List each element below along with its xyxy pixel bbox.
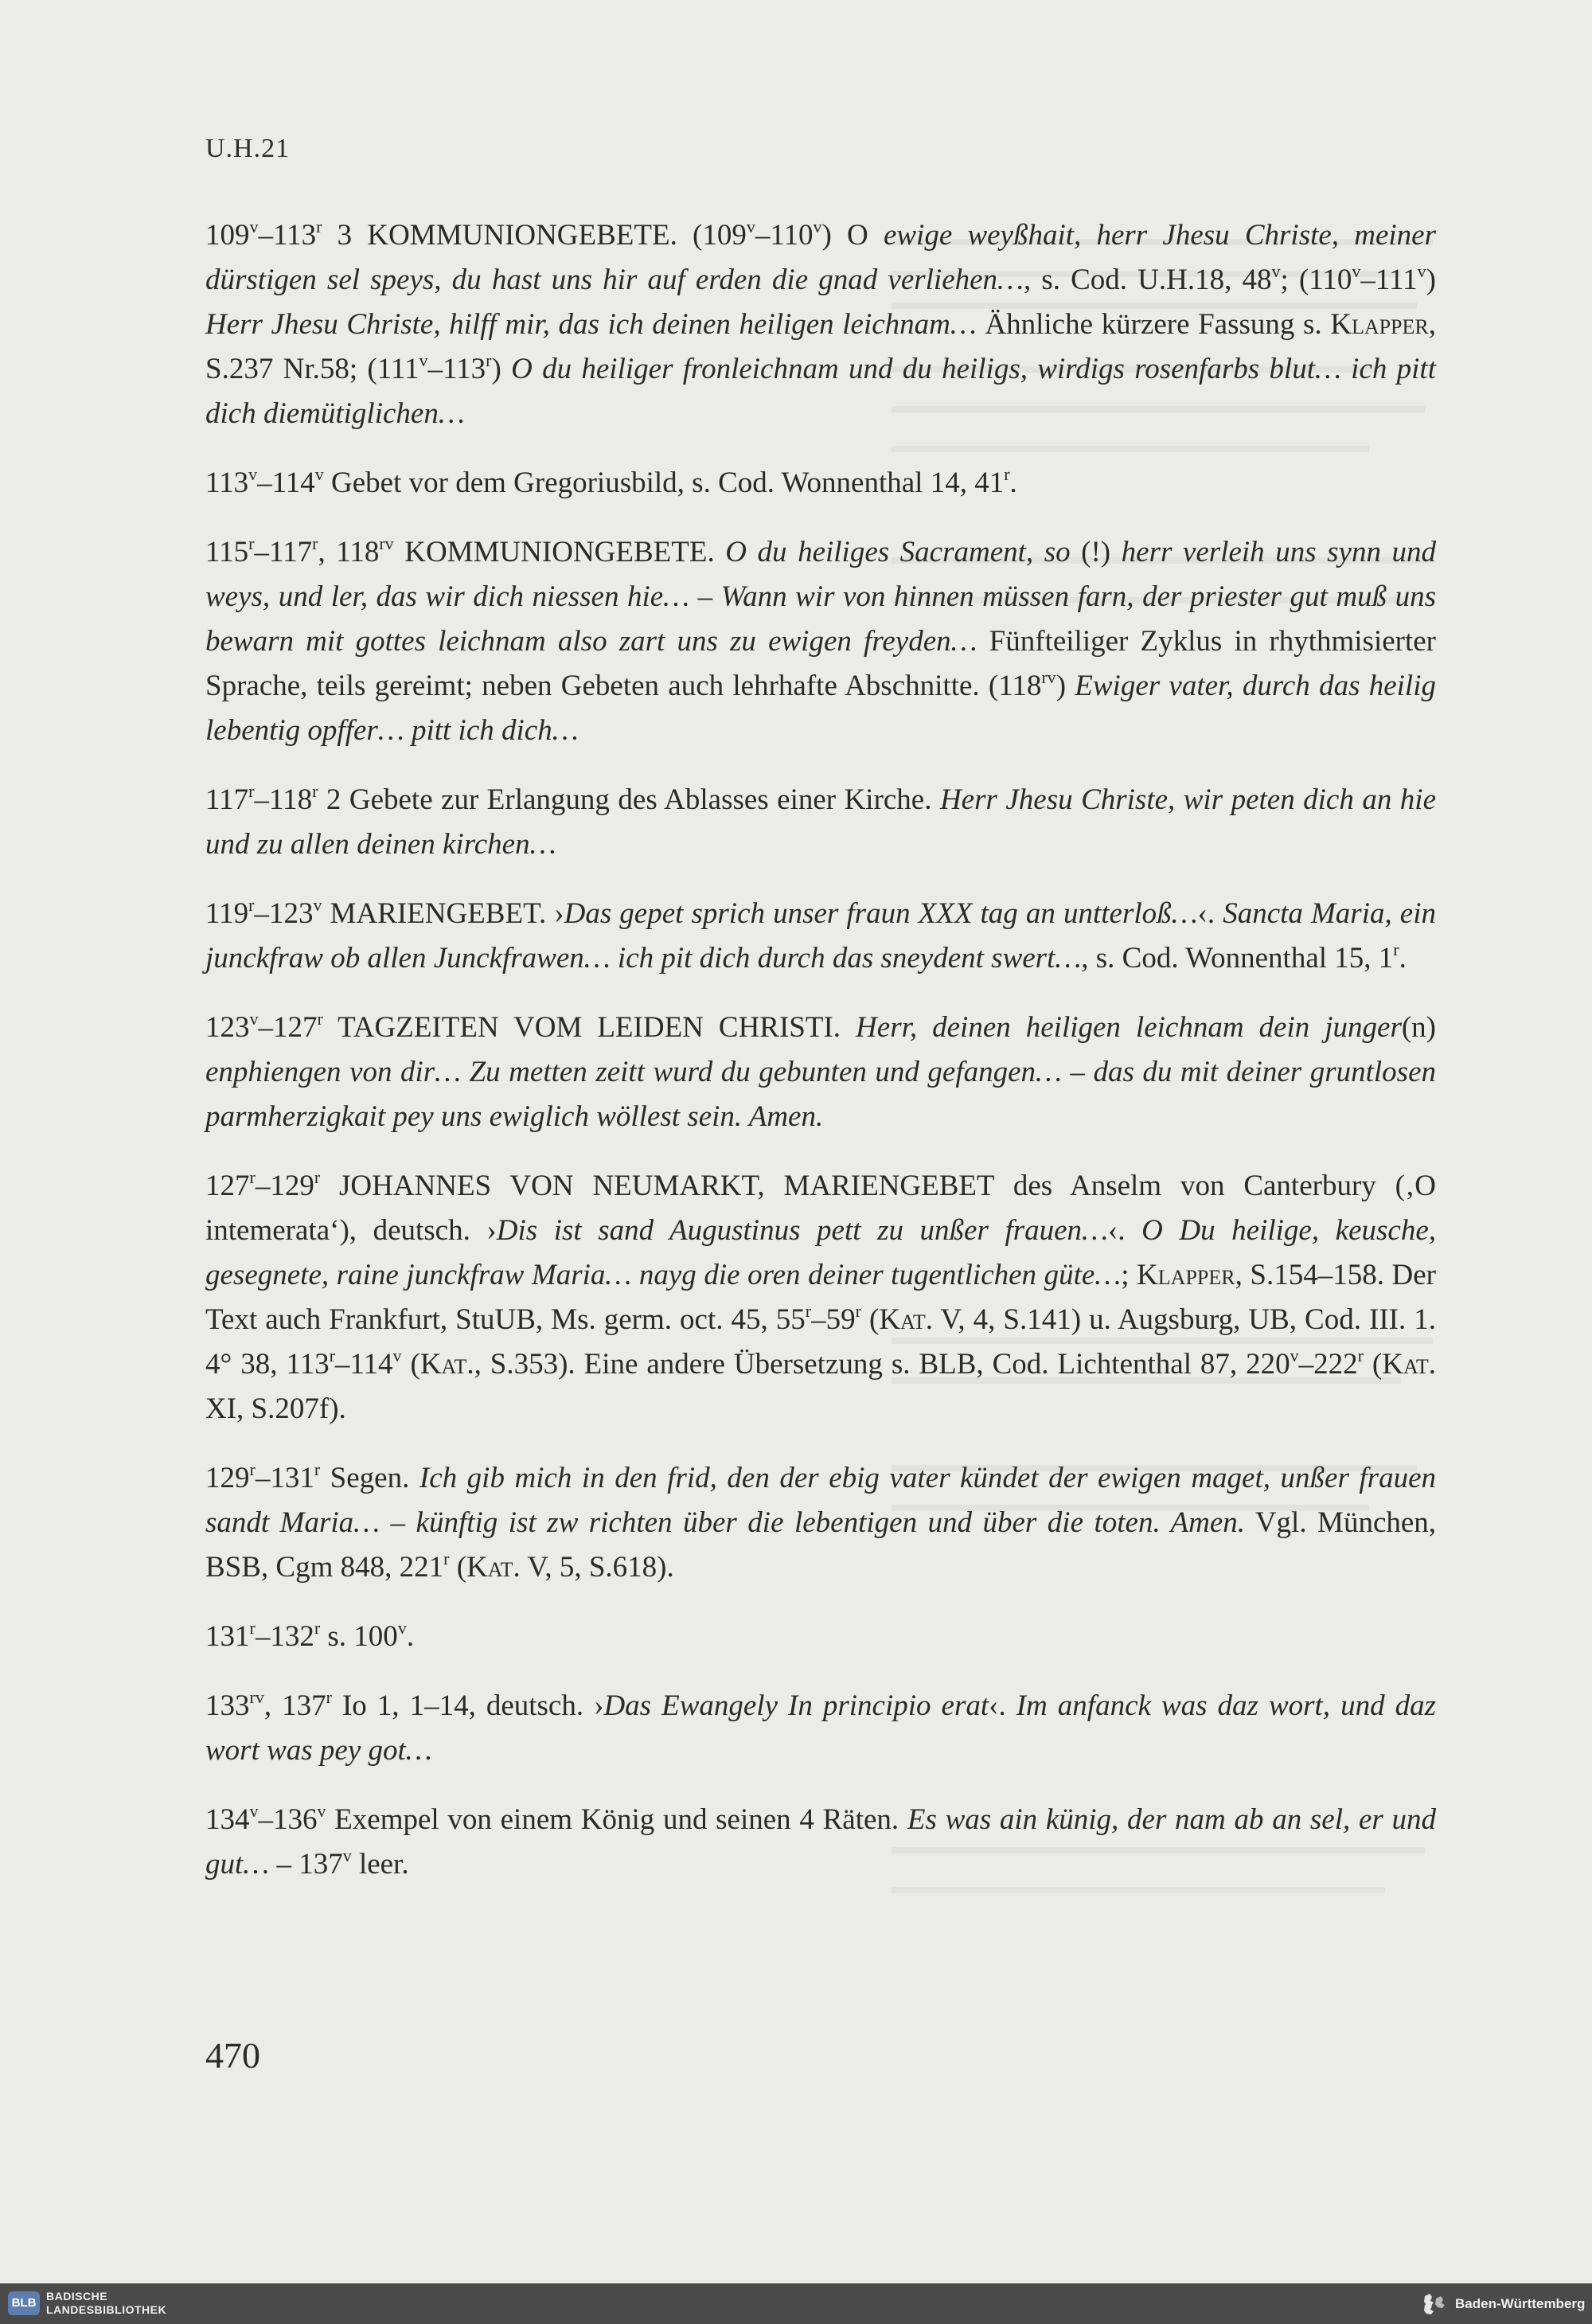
catalog-entry (205, 1615, 1436, 1659)
entry-text: –131 (255, 1462, 314, 1494)
entry-text: – 137 (269, 1848, 343, 1881)
folio-superscript: r (1004, 464, 1010, 484)
folio-superscript: r (312, 781, 318, 801)
folio-superscript: r (312, 533, 318, 553)
folio-superscript: r (329, 1346, 335, 1365)
entry-text: MARIENGEBET. › (322, 897, 564, 930)
entry-text: – (1061, 1056, 1094, 1088)
folio-superscript: r (326, 1687, 332, 1707)
quoted-incipit: O du heiliger fronleichnam und du heiligs, wirdigs rosenfarbs blut… ich pitt dich diemütiglichen… (205, 353, 1436, 430)
quoted-incipit: künftig ist zw richten über die lebentigen und über die toten. Amen. (416, 1506, 1246, 1539)
quoted-incipit: das du mit deiner gruntlosen parmherzigkait pey uns ewiglich wöllest sein. Amen. (205, 1056, 1436, 1133)
folio-superscript: r (314, 1618, 321, 1638)
entry-text: –132 (255, 1620, 314, 1653)
entry-text: ( (449, 1551, 467, 1584)
quoted-incipit: O du heiliges Sacrament, so (725, 536, 1071, 568)
folio-superscript: v (1352, 261, 1361, 281)
quoted-incipit: O Du heilige, keusche, gesegnete, raine junckfraw Maria… nayg die oren deiner tugentlichen güte… (205, 1214, 1436, 1291)
entry-text: –118 (254, 783, 313, 816)
entry-text: –59 (811, 1303, 856, 1336)
quoted-incipit: Ich gib mich in den frid, den der ebig vater kündet der ewigen maget, unßer frauen sandt Maria… (205, 1462, 1436, 1539)
catalog-entry (205, 1164, 1436, 1432)
folio-superscript: v (746, 217, 755, 236)
catalog-entry (205, 1684, 1436, 1773)
folio-superscript: r (248, 895, 255, 915)
folio-superscript: r (316, 217, 322, 236)
folio-superscript: v (314, 464, 324, 484)
entry-text: 119 (205, 897, 249, 930)
entry-text: ( (1363, 1348, 1383, 1381)
entry-text: –114 (334, 1348, 393, 1381)
quoted-incipit: Es was ain künig, der nam ab an sel, er und gut… (205, 1803, 1436, 1881)
folio-superscript: r (443, 1549, 450, 1568)
entry-text: Exempel von einem König und seinen 4 Räten. (326, 1803, 907, 1836)
entry-text: 3 KOMMUNIONGEBETE. (109 (322, 219, 747, 252)
entry-text: , s. Cod. U.H.18, 48 (1023, 264, 1272, 296)
entry-text: ( (860, 1303, 880, 1336)
entry-text: , s. Cod. Wonnenthal 15, 1 (1081, 942, 1394, 975)
blb-name-line2: LANDESBIBLIOTHEK (46, 2303, 167, 2316)
reference-smallcaps: Klapper (1330, 308, 1429, 341)
entry-text: ) (491, 353, 512, 385)
entry-text: 117 (205, 783, 249, 816)
folio-superscript: v (342, 1846, 352, 1865)
catalog-entry (205, 778, 1436, 867)
entry-text: s. 100 (320, 1620, 398, 1653)
reference-smallcaps: Kat. (879, 1303, 934, 1336)
folio-superscript: v (1290, 1346, 1299, 1365)
catalog-entry (205, 1456, 1436, 1590)
entry-text: V, 4, S.141) u. Augsburg, UB, Cod. III. 1. 4° 38, 113 (205, 1303, 1437, 1381)
entry-text: 127 (205, 1170, 250, 1202)
folio-superscript: v (249, 1009, 259, 1029)
entry-text: –127 (258, 1011, 318, 1044)
running-head: U.H.21 (205, 134, 291, 163)
reference-smallcaps: Kat. (466, 1551, 521, 1584)
catalog-entry (205, 1006, 1436, 1139)
entry-text: , S.154–158. Der Text auch Frankfurt, StuUB, Ms. germ. oct. 45, 55 (205, 1259, 1437, 1336)
folio-superscript: r (1357, 1346, 1364, 1365)
folio-superscript: rv (1041, 667, 1056, 687)
entry-text: 115 (205, 536, 249, 568)
folio-superscript: v (317, 1801, 326, 1821)
entry-text: – (380, 1506, 416, 1539)
entry-text: , 137 (263, 1689, 326, 1722)
entry-text: Io 1, 1–14, deutsch. › (331, 1689, 604, 1722)
entry-text: , S.237 Nr.58; (111 (205, 308, 1436, 385)
entry-text: V, 5, S.618). (520, 1551, 674, 1584)
quoted-incipit: Herr Jhesu Christe, wir peten dich an hie und zu allen deinen kirchen… (205, 783, 1436, 861)
quoted-incipit: Herr, deinen heiligen leichnam dein junger (856, 1011, 1402, 1044)
footer-bar (0, 2283, 1592, 2324)
entry-text: . (1009, 467, 1017, 499)
folio-superscript: r (855, 1301, 861, 1321)
entry-text: Vgl. München, BSB, Cgm 848, 221 (205, 1506, 1437, 1584)
entry-text: ) O (821, 219, 884, 252)
entry-text: Segen. (320, 1462, 419, 1494)
entry-text: – (689, 580, 721, 613)
folio-superscript: r (248, 781, 255, 801)
folio-superscript: v (1417, 261, 1426, 281)
entry-text: 129 (205, 1462, 250, 1494)
entry-text: ) (1426, 264, 1436, 296)
entry-text: . (406, 1620, 415, 1653)
entry-text: –129 (255, 1170, 314, 1202)
folio-superscript: r (249, 1167, 256, 1187)
entry-text: ‹. (1107, 1214, 1142, 1247)
entry-text: 133 (205, 1689, 250, 1722)
entry-text: XI, S.207f). (205, 1392, 346, 1425)
entry-text: , 118 (318, 536, 380, 568)
folio-superscript: r (1393, 939, 1399, 959)
quoted-incipit: Wann wir von hinnen müssen farn, der priester gut muß uns bewarn mit gottes leichnam also zart uns zu ewigen freyden… (205, 580, 1437, 658)
blb-logo[interactable]: BLB (8, 2291, 40, 2315)
entry-text: –111 (1360, 264, 1418, 296)
entry-text: (!) (1070, 536, 1122, 568)
entry-text: Ähnliche kürzere Fassung s. (976, 308, 1331, 341)
entry-text: ‹. (989, 1689, 1016, 1722)
entry-text: 2 Gebete zur Erlangung des Ablasses einer Kirche. (318, 783, 940, 816)
quoted-incipit: Ewiger vater, durch das heilig lebentig opffer… pitt ich dich… (205, 670, 1436, 747)
reference-smallcaps: Klapper (1137, 1259, 1235, 1291)
folio-superscript: r (249, 1459, 256, 1479)
folio-superscript: rv (379, 533, 394, 553)
folio-superscript: v (419, 350, 428, 370)
entry-text: 134 (205, 1803, 250, 1836)
folio-superscript: r (486, 350, 492, 370)
reference-smallcaps: Kat. (1382, 1348, 1436, 1381)
entry-text: –113 (427, 353, 486, 385)
quoted-incipit: Das Ewangely In principio erat (603, 1689, 989, 1722)
entry-text: –123 (254, 897, 314, 930)
catalog-entry (205, 530, 1436, 753)
entry-text: ( (401, 1348, 420, 1381)
entry-text: , S.353). Eine andere Übersetzung s. BLB, Cod. Lichtenthal 87, 220 (474, 1348, 1290, 1381)
lions-crest-icon (1422, 2291, 1450, 2315)
folio-superscript: v (392, 1346, 402, 1365)
folio-superscript: r (314, 1459, 321, 1479)
entry-text: –114 (257, 467, 315, 499)
folio-superscript: v (249, 1801, 259, 1821)
quoted-incipit: herr verleih uns synn und weys, und ler, das wir dich niessen hie… (205, 536, 1436, 613)
entry-text: leer. (351, 1848, 409, 1881)
entry-text: 113 (205, 467, 249, 499)
catalog-entry (205, 892, 1436, 981)
folio-superscript: r (314, 1167, 321, 1187)
entry-text: ‹. (1197, 897, 1223, 930)
entry-text: JOHANNES VON NEUMARKT, MARIENGEBET des Anselm von Canterbury (‚O intemerata‘), deutsch. › (205, 1170, 1436, 1247)
folio-superscript: v (813, 217, 822, 236)
catalog-entry (205, 213, 1436, 436)
quoted-incipit: Im anfanck was daz wort, und daz wort was pey got… (205, 1689, 1436, 1767)
entry-text: –136 (258, 1803, 318, 1836)
entry-text: 123 (205, 1011, 250, 1044)
folio-superscript: r (249, 1618, 256, 1638)
entry-text: –110 (755, 219, 814, 252)
folio-superscript: v (397, 1618, 407, 1638)
entry-text: ) (1055, 670, 1075, 702)
entry-text: TAGZEITEN VOM LEIDEN CHRISTI. (322, 1011, 856, 1044)
entry-text: (n) (1401, 1011, 1436, 1044)
entry-text: KOMMUNIONGEBETE. (393, 536, 726, 568)
entry-text: ; (1121, 1259, 1137, 1291)
quoted-incipit: Herr Jhesu Christe, hilff mir, das ich deinen heiligen leichnam… (205, 308, 977, 341)
entry-text: –117 (254, 536, 313, 568)
folio-superscript: rv (249, 1687, 264, 1707)
quoted-incipit: Sancta Maria, ein junckfraw ob allen Junckfrawen… ich pit dich durch das sneydent swert… (205, 897, 1437, 975)
entry-text: 131 (205, 1620, 250, 1653)
folio-superscript: r (805, 1301, 812, 1321)
entry-text: –113 (258, 219, 317, 252)
catalog-entries (205, 213, 1436, 1912)
folio-superscript: v (248, 464, 258, 484)
folio-superscript: r (317, 1009, 323, 1029)
entry-text: Gebet vor dem Gregoriusbild, s. Cod. Wonnenthal 14, 41 (323, 467, 1005, 499)
folio-superscript: v (249, 217, 259, 236)
bw-name[interactable]: Baden-Württemberg (1455, 2296, 1586, 2311)
entry-text: . (1399, 942, 1407, 975)
quoted-incipit: Dis ist sand Augustinus pett zu unßer frauen… (496, 1214, 1108, 1247)
catalog-entry (205, 461, 1436, 506)
page-number: 470 (205, 2035, 260, 2076)
blb-name (46, 2290, 166, 2317)
folio-superscript: r (248, 533, 255, 553)
quoted-incipit: Das gepet sprich unser fraun XXX tag an untterloß… (564, 897, 1198, 930)
folio-superscript: v (1271, 261, 1281, 281)
quoted-incipit: enphiengen von dir… Zu metten zeitt wurd du gebunten und gefangen… (205, 1056, 1062, 1088)
blb-name-line1: BADISCHE (46, 2290, 108, 2303)
catalog-entry (205, 1798, 1436, 1887)
entry-text: –222 (1298, 1348, 1358, 1381)
entry-text: ; (110 (1280, 264, 1352, 296)
entry-text: 109 (205, 219, 250, 252)
folio-superscript: v (313, 895, 322, 915)
entry-text: Fünfteiliger Zyklus in rhythmisierter Sprache, teils gereimt; neben Gebeten auch lehrhafte Abschnitte. (118 (205, 625, 1436, 702)
reference-smallcaps: Kat. (419, 1348, 474, 1381)
quoted-incipit: ewige weyßhait, herr Jhesu Christe, meiner dürstigen sel speys, du hast uns hir auf erden die gnad verliehen… (205, 219, 1436, 296)
